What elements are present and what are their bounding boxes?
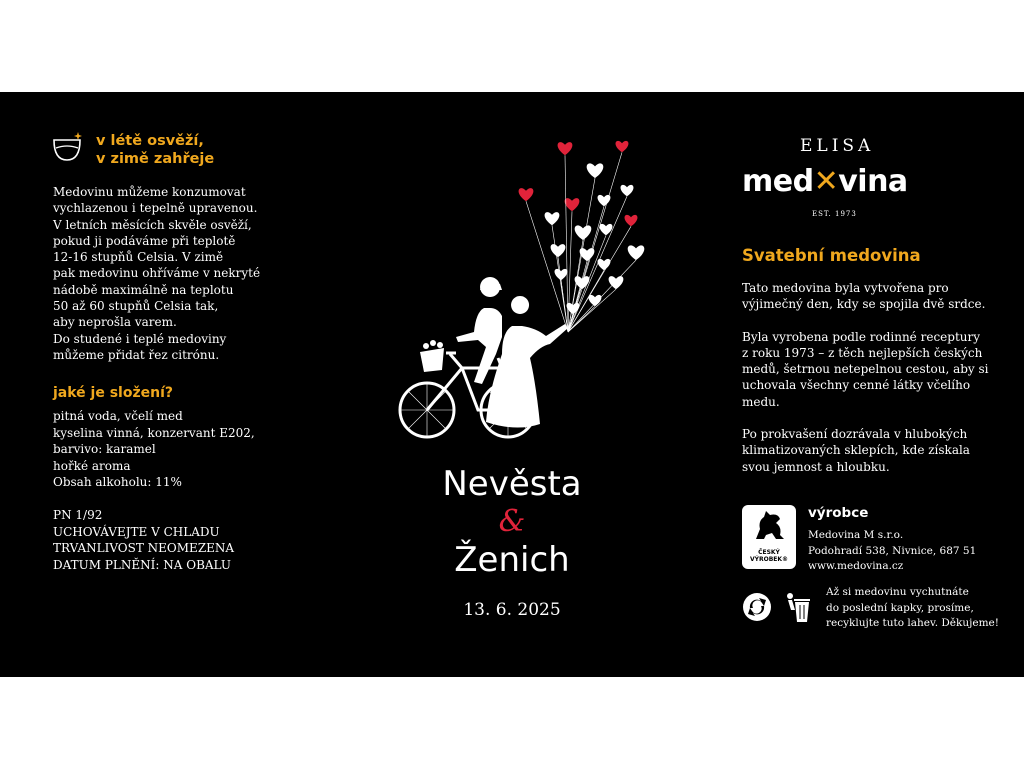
slogan (96, 132, 214, 168)
red-heart-icon (519, 188, 534, 201)
groom-name: Ženich (454, 540, 570, 580)
serving-line: pokud ji podáváme při teplotě (53, 233, 236, 248)
white-heart-icon (589, 295, 602, 306)
product-title: Svatební medovina (742, 246, 921, 265)
serving-line: nádobě maximálně na teplotu (53, 282, 234, 297)
white-heart-icon (575, 225, 592, 240)
bee-icon: ✕ (813, 164, 839, 199)
para-line: medu. (742, 394, 780, 409)
para-line: svou jemnost a hloubku. (742, 459, 890, 474)
composition-line: barvivo: karamel (53, 442, 156, 456)
balloon-string (568, 235, 606, 332)
brand-est: EST. 1973 (812, 210, 857, 218)
serving-line: pak medovinu ohříváme v nekryté (53, 266, 261, 281)
notes-line: TRVANLIVOST NEOMEZENA (53, 541, 235, 555)
composition-line: pitná voda, včelí med (53, 409, 183, 423)
para-line: z roku 1973 – z těch nejlepších českých (742, 345, 983, 360)
maker-line: Medovina M s.r.o. (808, 529, 904, 541)
para-line: medů, šetrnou netepelnou cestou, aby si (742, 362, 989, 377)
balloon-string (568, 196, 627, 332)
recycle-line: do poslední kapky, prosíme, (826, 601, 974, 614)
flower-basket (420, 348, 444, 372)
para-line: uchovala všechny cenné látky včelího (742, 378, 971, 393)
paragraph (742, 329, 992, 410)
serving-line: 12-16 stupňů Celsia. V zimě (53, 250, 224, 265)
storage-notes (53, 507, 234, 573)
badge-line: ČESKÝ (758, 549, 780, 556)
serving-line: V letních měsících skvěle osvěží, (53, 217, 252, 232)
brand-logo-part-2: vina (838, 164, 908, 199)
recycle-line: Až si medovinu vychutnáte (826, 586, 969, 598)
maker-line: Podohradí 538, Nivnice, 687 51 (808, 544, 977, 557)
para-line: výjimečný den, kdy se spojila dvě srdce. (742, 297, 986, 312)
balloon-string (565, 155, 568, 332)
badge-line: VÝROBEK® (749, 556, 789, 563)
composition-line: hořké aroma (53, 458, 131, 473)
recycle-notice (826, 585, 999, 632)
lion-icon (742, 505, 796, 545)
serving-line: můžeme přidat řez citrónu. (53, 347, 220, 362)
recycle-icon (742, 592, 772, 622)
red-heart-icon (565, 198, 580, 211)
brand-logo-part-1: med (742, 164, 814, 199)
composition-title: jaké je složení? (53, 385, 173, 401)
balloon-hearts (519, 141, 645, 314)
composition-line: kyselina vinná, konzervant E202, (53, 425, 255, 440)
recycle-line: recyklujte tuto lahev. Děkujeme! (826, 617, 999, 629)
paragraph (742, 426, 992, 475)
brand-elisa: ELISA (800, 136, 875, 156)
serving-line: vychlazenou i tepelně upravenou. (53, 201, 258, 216)
maker-line: www.medovina.cz (808, 560, 904, 572)
serving-line: aby neprošla varem. (53, 315, 177, 330)
maker-info (808, 528, 976, 575)
white-heart-icon (545, 212, 560, 225)
product-label (0, 92, 1024, 677)
notes-line: PN 1/92 (53, 508, 103, 522)
slogan-line-2: v zimě zahřeje (96, 151, 215, 167)
balloon-string (526, 201, 568, 332)
white-heart-icon (587, 163, 604, 178)
white-heart-icon (621, 185, 634, 196)
red-heart-icon (616, 141, 629, 152)
composition-line: Obsah alkoholu: 11% (53, 475, 182, 489)
notes-line: UCHOVÁVEJTE V CHLADU (53, 524, 220, 539)
ampersand: & (498, 504, 526, 539)
white-heart-icon (609, 276, 624, 289)
para-line: klimatizovaných sklepích, kde získala (742, 443, 970, 458)
red-heart-icon (625, 215, 638, 226)
badge-text (742, 549, 796, 563)
trash-bin-icon (783, 590, 811, 624)
notes-line: DATUM PLNĚNÍ: NA OBALU (53, 557, 231, 572)
bride-name: Nevěsta (442, 464, 582, 504)
serving-line: Medovinu můžeme konzumovat (53, 185, 246, 199)
czech-product-badge (742, 505, 796, 569)
serving-text (53, 184, 283, 363)
paragraph (742, 280, 992, 313)
maker-title: výrobce (808, 505, 869, 521)
wedding-date: 13. 6. 2025 (463, 600, 561, 620)
serving-line: Do studené i teplé medoviny (53, 331, 227, 346)
brand-logo (742, 164, 908, 199)
wine-glass-icon (50, 130, 84, 164)
para-line: Byla vyrobena podle rodinné receptury (742, 329, 981, 344)
red-heart-icon (558, 142, 573, 155)
balloon-strings (526, 152, 636, 332)
couple-bicycle-illustration (390, 132, 660, 442)
white-heart-icon (551, 244, 566, 257)
composition-list (53, 408, 255, 491)
product-description (742, 280, 992, 491)
para-line: Po prokvašení dozrávala v hlubokých (742, 427, 968, 442)
slogan-line-1: v létě osvěží, (96, 133, 204, 149)
para-line: Tato medovina byla vytvořena pro (742, 281, 949, 295)
serving-line: 50 až 60 stupňů Celsia tak, (53, 299, 219, 314)
white-heart-icon (628, 245, 645, 260)
